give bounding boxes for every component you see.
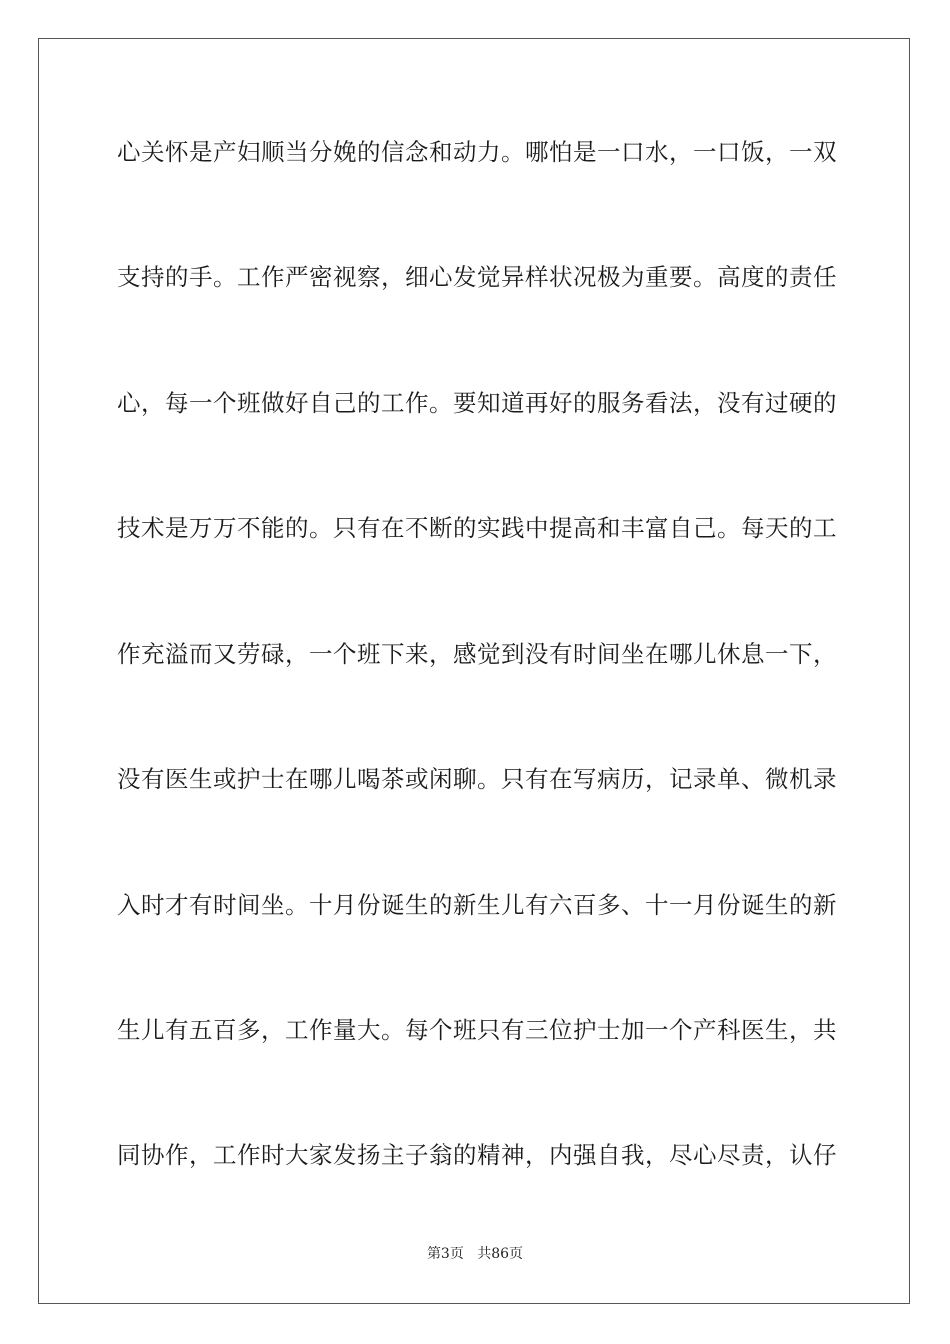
text-line: 同协作，工作时大家发扬主子翁的精神，内强自我，尽心尽责，认仔: [117, 1141, 837, 1169]
text-line: 作充溢而又劳碌，一个班下来，感觉到没有时间坐在哪儿休息一下，: [117, 640, 837, 668]
text-line: 支持的手。工作严密视察，细心发觉异样状况极为重要。高度的责任: [117, 263, 837, 291]
page-number: 第3页: [426, 1246, 464, 1262]
text-line: 技术是万万不能的。只有在不断的实践中提高和丰富自己。每天的工: [117, 514, 837, 542]
document-body: [117, 122, 837, 1250]
page-footer: [0, 1244, 950, 1264]
text-line: 没有医生或护士在哪儿喝茶或闲聊。只有在写病历，记录单、微机录: [117, 765, 837, 793]
text-line: 生儿有五百多，工作量大。每个班只有三位护士加一个产科医生，共: [117, 1016, 837, 1044]
page-total: 共86页: [477, 1246, 524, 1262]
text-line: 入时才有时间坐。十月份诞生的新生儿有六百多、十一月份诞生的新: [117, 891, 837, 919]
text-line: 心关怀是产妇顺当分娩的信念和动力。哪怕是一口水，一口饭，一双: [117, 138, 837, 166]
text-line: 心，每一个班做好自己的工作。要知道再好的服务看法，没有过硬的: [117, 389, 837, 417]
